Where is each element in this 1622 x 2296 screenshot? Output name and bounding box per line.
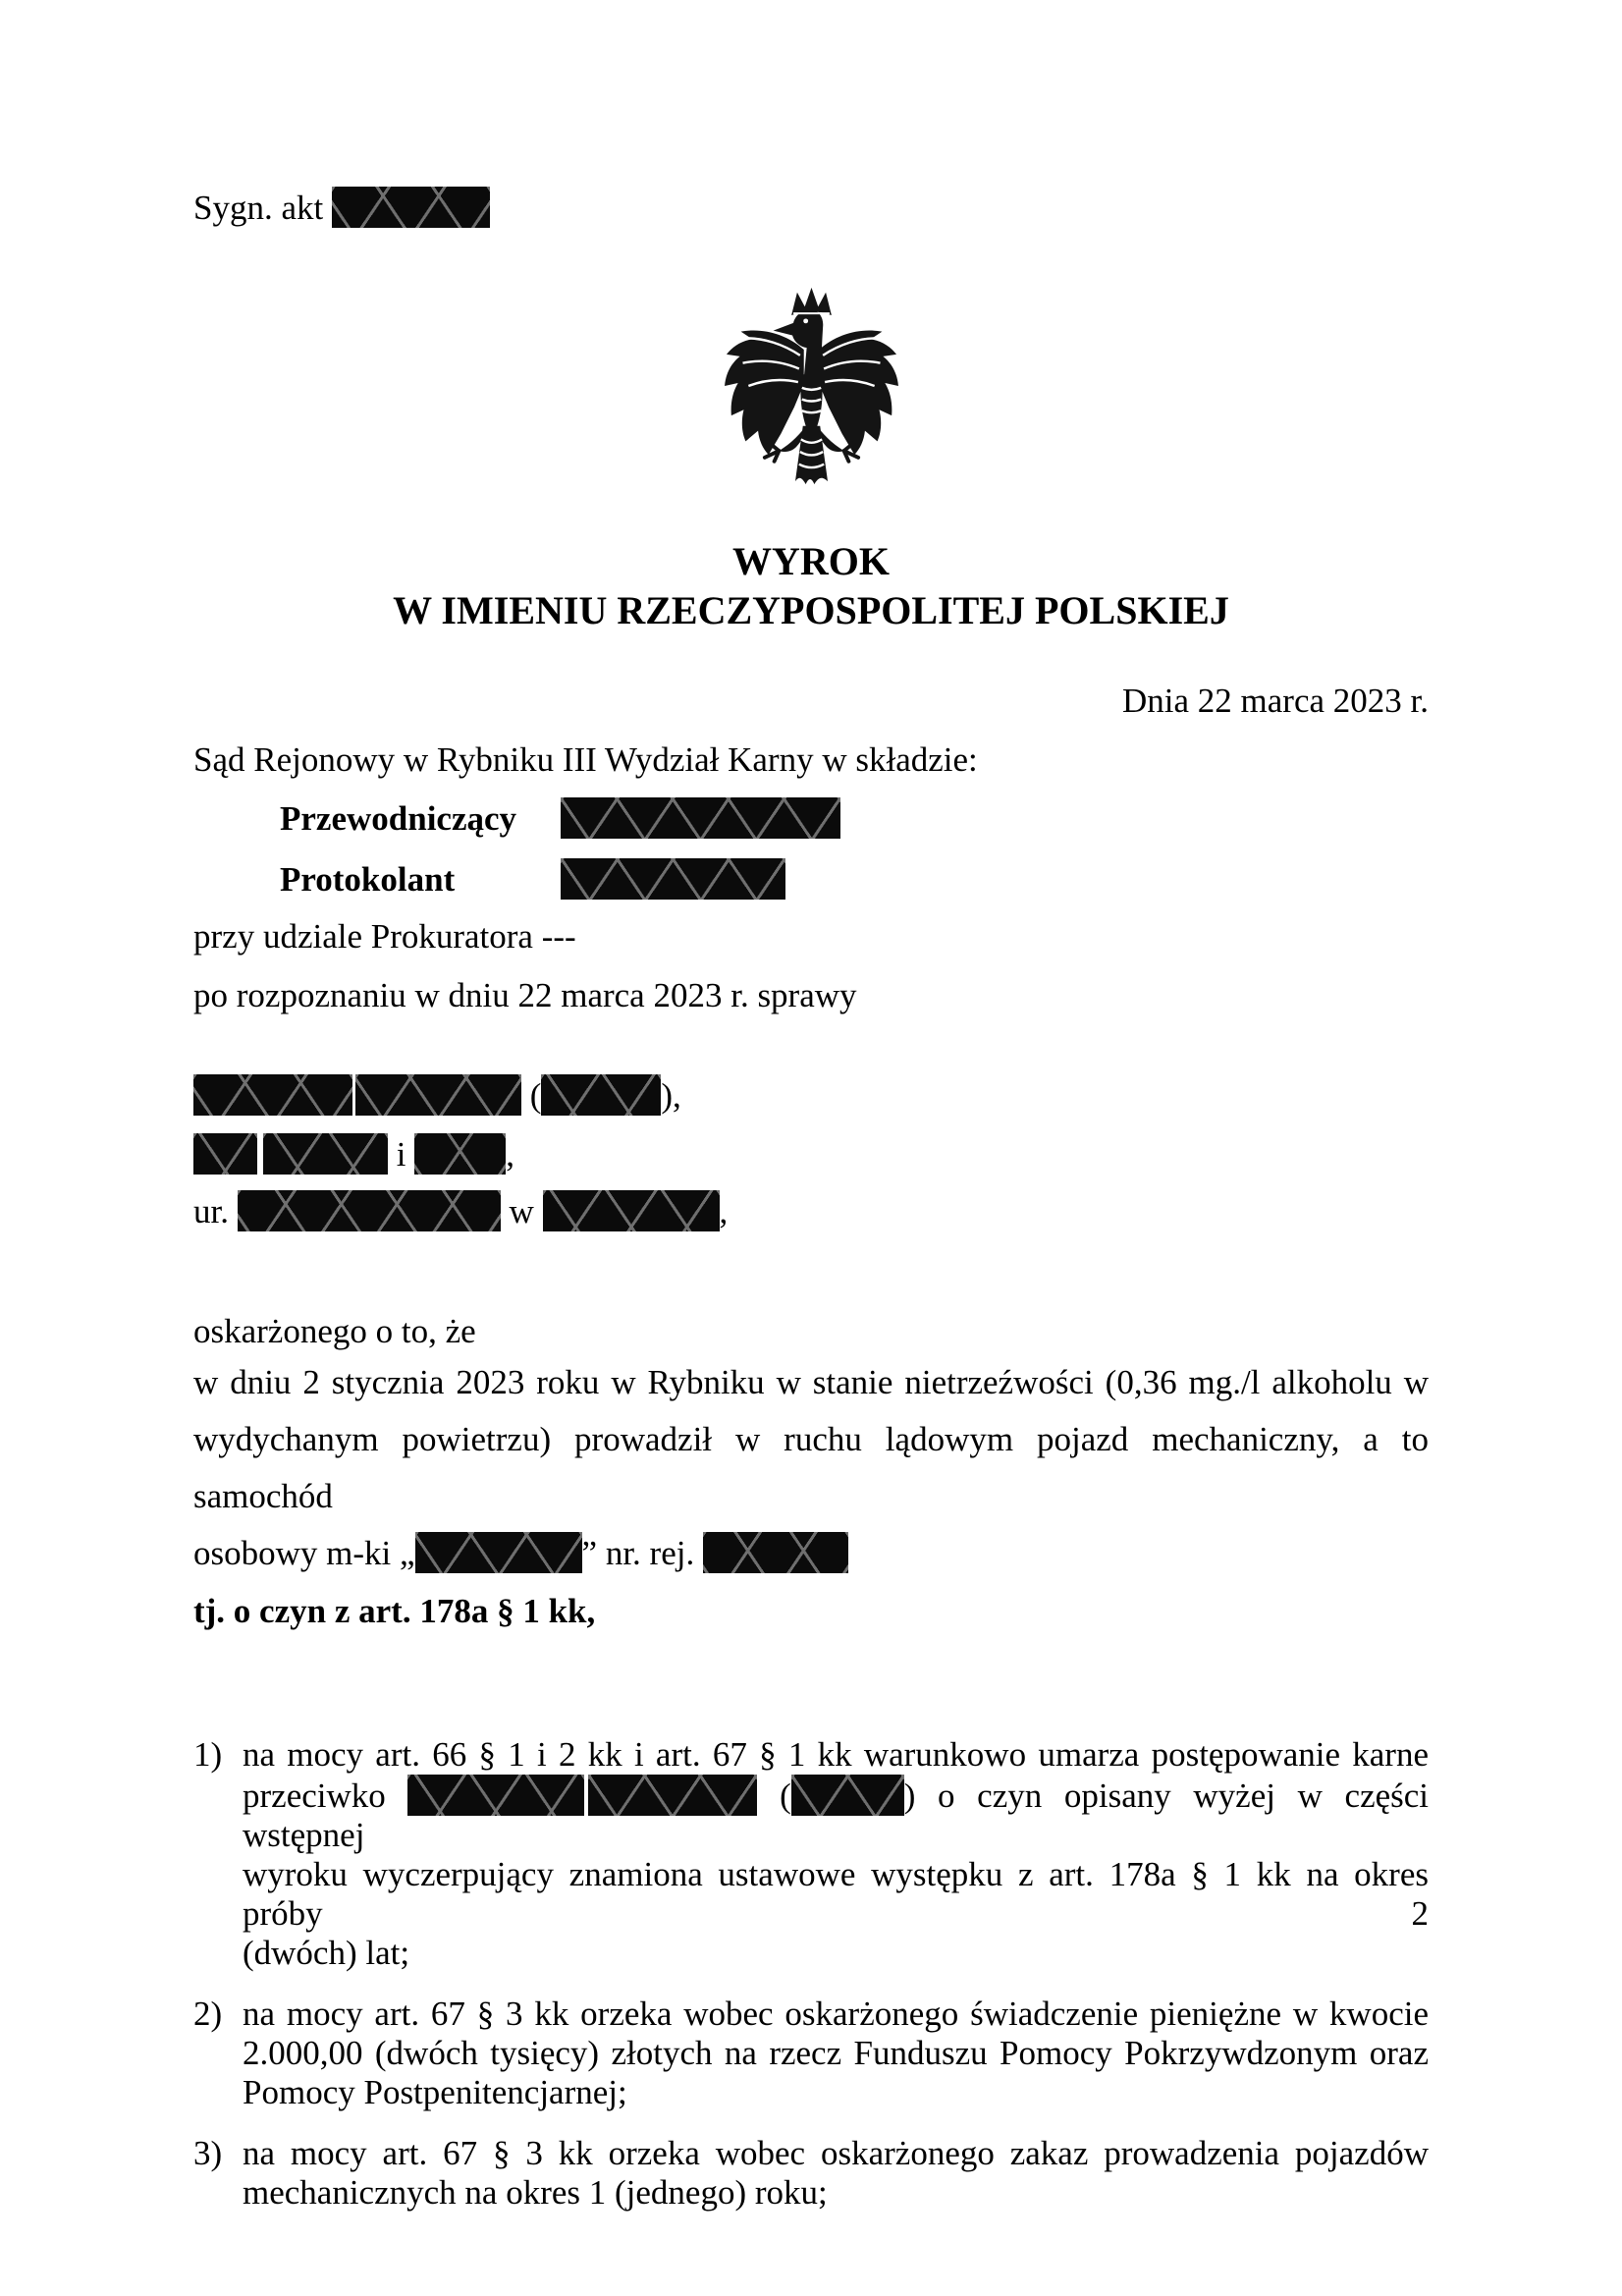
text-segment: przeciwko [243, 1777, 386, 1815]
defendant-name-line [193, 1073, 1429, 1119]
defendant-birth-line [193, 1189, 1429, 1234]
eagle-eye [803, 318, 808, 323]
ruling-list [193, 1735, 1429, 2213]
court-composition-line: Sąd Rejonowy w Rybniku III Wydział Karny w składzie: [193, 740, 978, 779]
ruling-item-line: wyroku wyczerpujący znamiona ustawowe występku z art. 178a § 1 kk na okres próby 2 [243, 1855, 1429, 1933]
judgment-title: WYROK [732, 539, 890, 583]
national-emblem [716, 283, 907, 521]
redaction-box [791, 1775, 904, 1816]
clerk-label: Protokolant [280, 860, 456, 899]
redaction-box [415, 1532, 582, 1573]
redaction-box [355, 1074, 521, 1116]
redaction-box [407, 1775, 584, 1816]
charge-intro-line: oskarżonego o to, że [193, 1312, 476, 1350]
judgment-title-line2: W IMIENIU RZECZYPOSPOLITEJ POLSKIEJ [393, 588, 1229, 632]
redaction-box [543, 1190, 720, 1231]
item-number: 3) [193, 2134, 223, 2172]
redaction-box [561, 797, 840, 839]
judgment-date: Dnia 22 marca 2023 r. [1122, 682, 1429, 720]
redaction-box [703, 1532, 848, 1573]
redaction-box [541, 1074, 661, 1116]
redaction-box [238, 1190, 501, 1231]
defendant-parents-line [193, 1132, 1429, 1177]
prosecutor-line: przy udziale Prokuratora --- [193, 917, 576, 956]
case-number-label: Sygn. akt [193, 189, 324, 227]
presiding-judge-label: Przewodniczący [280, 799, 517, 838]
text-segment: w [509, 1192, 534, 1230]
clerk-row [193, 857, 1429, 902]
ruling-item-1 [193, 1735, 1429, 1973]
ruling-item-line: (dwóch) lat; [243, 1934, 410, 1972]
redaction-box [263, 1133, 388, 1175]
presiding-judge-row [193, 796, 1429, 842]
ruling-item-2 [193, 1995, 1429, 2112]
text-segment: ” nr. rej. [581, 1534, 695, 1572]
hearing-line: po rozpoznaniu w dniu 22 marca 2023 r. sprawy [193, 976, 857, 1014]
redaction-box [193, 1074, 352, 1116]
text-segment: ( [529, 1076, 542, 1115]
ruling-item-line: mechanicznych na okres 1 (jednego) roku; [243, 2173, 828, 2212]
redaction-box [414, 1133, 506, 1175]
ruling-item-line: Pomocy Postpenitencjarnej; [243, 2073, 627, 2111]
ruling-item-line: na mocy art. 67 § 3 kk orzeka wobec oskarżonego zakaz prowadzenia pojazdów [243, 2134, 1429, 2172]
case-number-line [193, 187, 1429, 230]
redaction-box [561, 858, 785, 900]
text-segment: , [719, 1192, 729, 1230]
ruling-item-line: na mocy art. 66 § 1 i 2 kk i art. 67 § 1 kk warunkowo umarza postępowanie karne [243, 1735, 1429, 1774]
redaction-box [332, 187, 490, 228]
polish-eagle-emblem [716, 283, 907, 521]
text-segment: ), [661, 1076, 681, 1115]
text-segment: , [506, 1135, 514, 1174]
redaction-box [193, 1133, 257, 1175]
ruling-item-3 [193, 2134, 1429, 2213]
charge-text-line: w dniu 2 stycznia 2023 roku w Rybniku w stanie nietrzeźwości (0,36 mg./l alkoholu w [193, 1363, 1429, 1401]
redaction-box [588, 1775, 757, 1816]
ruling-item-line: na mocy art. 67 § 3 kk orzeka wobec oskarżonego świadczenie pieniężne w kwocie [243, 1995, 1429, 2033]
item-number: 2) [193, 1995, 223, 2033]
text-segment: ( [780, 1777, 791, 1815]
legal-qualification-line: tj. o czyn z art. 178a § 1 kk, [193, 1592, 596, 1630]
charge-vehicle-line [193, 1525, 1429, 1582]
ruling-item-line [243, 1775, 1429, 1855]
ruling-item-line: 2.000,00 (dwóch tysięcy) złotych na rzecz Funduszu Pomocy Pokrzywdzonym oraz [243, 2034, 1429, 2072]
charge-text-line: wydychanym powietrzu) prowadził w ruchu lądowym pojazd mechaniczny, a to samochód [193, 1420, 1429, 1515]
text-segment: osobowy m-ki „ [193, 1534, 415, 1572]
text-segment: ) o czyn opisany wyżej w części wstępnej [243, 1777, 1430, 1854]
text-segment: i [396, 1135, 406, 1174]
born-label: ur. [193, 1192, 229, 1230]
item-number: 1) [193, 1735, 223, 1774]
